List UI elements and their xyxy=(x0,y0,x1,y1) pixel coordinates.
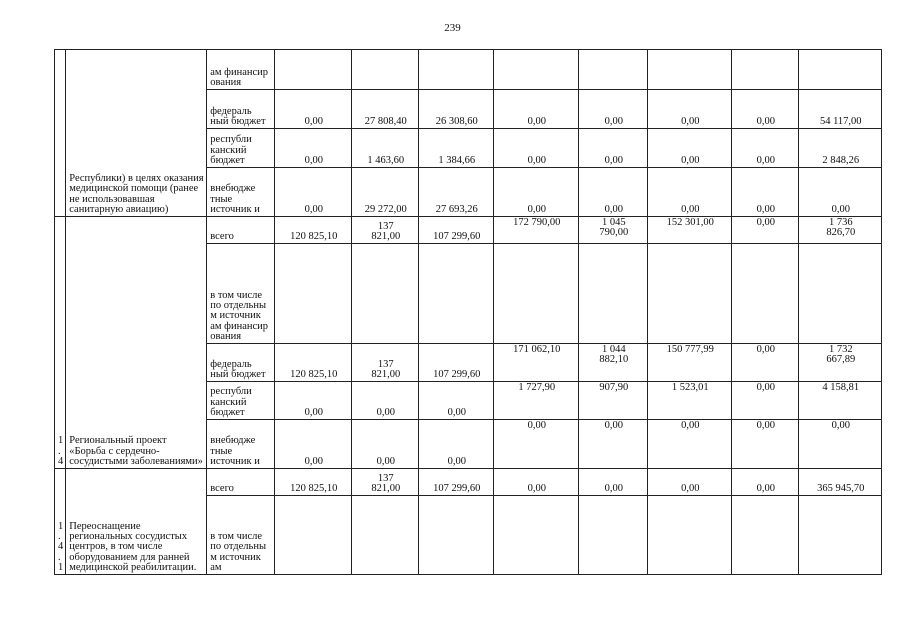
value-cell: 0,00 xyxy=(494,129,579,168)
funding-source-cell: внебюдже тные источник и xyxy=(207,420,275,469)
table-row xyxy=(55,217,882,244)
value-cell: 120 825,10 xyxy=(275,469,352,496)
value-cell xyxy=(419,244,494,344)
value-cell: 29 272,00 xyxy=(352,168,419,217)
value-cell: 0,00 xyxy=(275,168,352,217)
value-cell: 152 301,00 xyxy=(648,217,732,244)
funding-source-cell: федераль ный бюджет xyxy=(207,90,275,129)
value-cell: 0,00 xyxy=(419,420,494,469)
value-cell: 1 736 826,70 xyxy=(799,217,882,244)
value-cell: 26 308,60 xyxy=(419,90,494,129)
value-cell xyxy=(579,244,648,344)
value-cell: 0,00 xyxy=(275,90,352,129)
value-cell: 4 158,81 xyxy=(799,382,882,420)
value-cell: 0,00 xyxy=(732,420,799,469)
value-cell: 1 384,66 xyxy=(419,129,494,168)
funding-source-cell: в том числе по отдельны м источник ам финансир ования xyxy=(207,244,275,344)
value-cell: 0,00 xyxy=(648,90,732,129)
value-cell xyxy=(648,50,732,90)
funding-source-cell: внебюдже тные источник и xyxy=(207,168,275,217)
value-cell xyxy=(648,496,732,575)
value-cell: 0,00 xyxy=(579,168,648,217)
value-cell: 907,90 xyxy=(579,382,648,420)
value-cell: 0,00 xyxy=(648,129,732,168)
value-cell: 0,00 xyxy=(732,469,799,496)
value-cell: 0,00 xyxy=(732,129,799,168)
value-cell: 27 693,26 xyxy=(419,168,494,217)
value-cell xyxy=(799,50,882,90)
budget-table xyxy=(54,49,882,575)
table-row xyxy=(55,50,882,90)
value-cell: 0,00 xyxy=(579,420,648,469)
value-cell: 0,00 xyxy=(494,469,579,496)
row-number-cell: 1.4. 1 xyxy=(55,469,66,575)
value-cell xyxy=(732,244,799,344)
value-cell: 120 825,10 xyxy=(275,217,352,244)
value-cell: 0,00 xyxy=(352,420,419,469)
value-cell: 54 117,00 xyxy=(799,90,882,129)
value-cell: 137 821,00 xyxy=(352,469,419,496)
value-cell: 1 732 667,89 xyxy=(799,344,882,382)
value-cell: 1 463,60 xyxy=(352,129,419,168)
value-cell xyxy=(732,496,799,575)
value-cell: 365 945,70 xyxy=(799,469,882,496)
value-cell: 0,00 xyxy=(732,90,799,129)
value-cell: 0,00 xyxy=(275,382,352,420)
value-cell: 1 044 882,10 xyxy=(579,344,648,382)
value-cell: 0,00 xyxy=(275,129,352,168)
value-cell xyxy=(352,244,419,344)
value-cell: 0,00 xyxy=(579,129,648,168)
row-number-cell: 1.4 xyxy=(55,217,66,469)
value-cell xyxy=(799,496,882,575)
value-cell: 0,00 xyxy=(732,344,799,382)
value-cell: 0,00 xyxy=(494,168,579,217)
value-cell: 0,00 xyxy=(579,90,648,129)
value-cell: 137 821,00 xyxy=(352,344,419,382)
value-cell xyxy=(494,244,579,344)
value-cell: 27 808,40 xyxy=(352,90,419,129)
value-cell: 150 777,99 xyxy=(648,344,732,382)
project-name-cell: Республики) в целях оказания медицинской помощи (ранее не использовавшая санитарную авиацию) xyxy=(66,50,207,217)
page-number: 239 xyxy=(444,22,461,34)
funding-source-cell: всего xyxy=(207,217,275,244)
value-cell: 137 821,00 xyxy=(352,217,419,244)
value-cell xyxy=(799,244,882,344)
value-cell: 1 727,90 xyxy=(494,382,579,420)
value-cell xyxy=(732,50,799,90)
value-cell xyxy=(419,496,494,575)
value-cell: 172 790,00 xyxy=(494,217,579,244)
value-cell: 0,00 xyxy=(419,382,494,420)
value-cell: 0,00 xyxy=(648,420,732,469)
value-cell: 0,00 xyxy=(799,168,882,217)
funding-source-cell: республи канский бюджет xyxy=(207,382,275,420)
value-cell xyxy=(275,496,352,575)
value-cell: 120 825,10 xyxy=(275,344,352,382)
value-cell: 171 062,10 xyxy=(494,344,579,382)
value-cell: 0,00 xyxy=(494,90,579,129)
value-cell xyxy=(579,496,648,575)
project-name-cell: Региональный проект «Борьба с сердечно-сосудистыми заболеваниями» xyxy=(66,217,207,469)
table-row xyxy=(55,469,882,496)
value-cell: 0,00 xyxy=(732,217,799,244)
value-cell xyxy=(648,244,732,344)
project-name-cell: Переоснащение региональных сосудистых центров, в том числе оборудованием для ранней медицинской реабилитации. xyxy=(66,469,207,575)
value-cell: 0,00 xyxy=(494,420,579,469)
value-cell: 107 299,60 xyxy=(419,217,494,244)
value-cell xyxy=(494,496,579,575)
funding-source-cell: ам финансир ования xyxy=(207,50,275,90)
funding-source-cell: в том числе по отдельны м источник ам xyxy=(207,496,275,575)
value-cell xyxy=(352,50,419,90)
value-cell: 0,00 xyxy=(648,469,732,496)
value-cell: 0,00 xyxy=(275,420,352,469)
value-cell: 0,00 xyxy=(732,382,799,420)
value-cell xyxy=(275,50,352,90)
value-cell: 0,00 xyxy=(579,469,648,496)
value-cell: 1 045 790,00 xyxy=(579,217,648,244)
funding-source-cell: республи канский бюджет xyxy=(207,129,275,168)
value-cell xyxy=(494,50,579,90)
value-cell: 107 299,60 xyxy=(419,469,494,496)
value-cell xyxy=(419,50,494,90)
value-cell: 107 299,60 xyxy=(419,344,494,382)
value-cell: 2 848,26 xyxy=(799,129,882,168)
value-cell: 0,00 xyxy=(352,382,419,420)
value-cell: 0,00 xyxy=(732,168,799,217)
row-number-cell xyxy=(55,50,66,217)
value-cell xyxy=(352,496,419,575)
funding-source-cell: федераль ный бюджет xyxy=(207,344,275,382)
value-cell: 0,00 xyxy=(648,168,732,217)
value-cell: 0,00 xyxy=(799,420,882,469)
funding-source-cell: всего xyxy=(207,469,275,496)
value-cell xyxy=(579,50,648,90)
value-cell xyxy=(275,244,352,344)
value-cell: 1 523,01 xyxy=(648,382,732,420)
